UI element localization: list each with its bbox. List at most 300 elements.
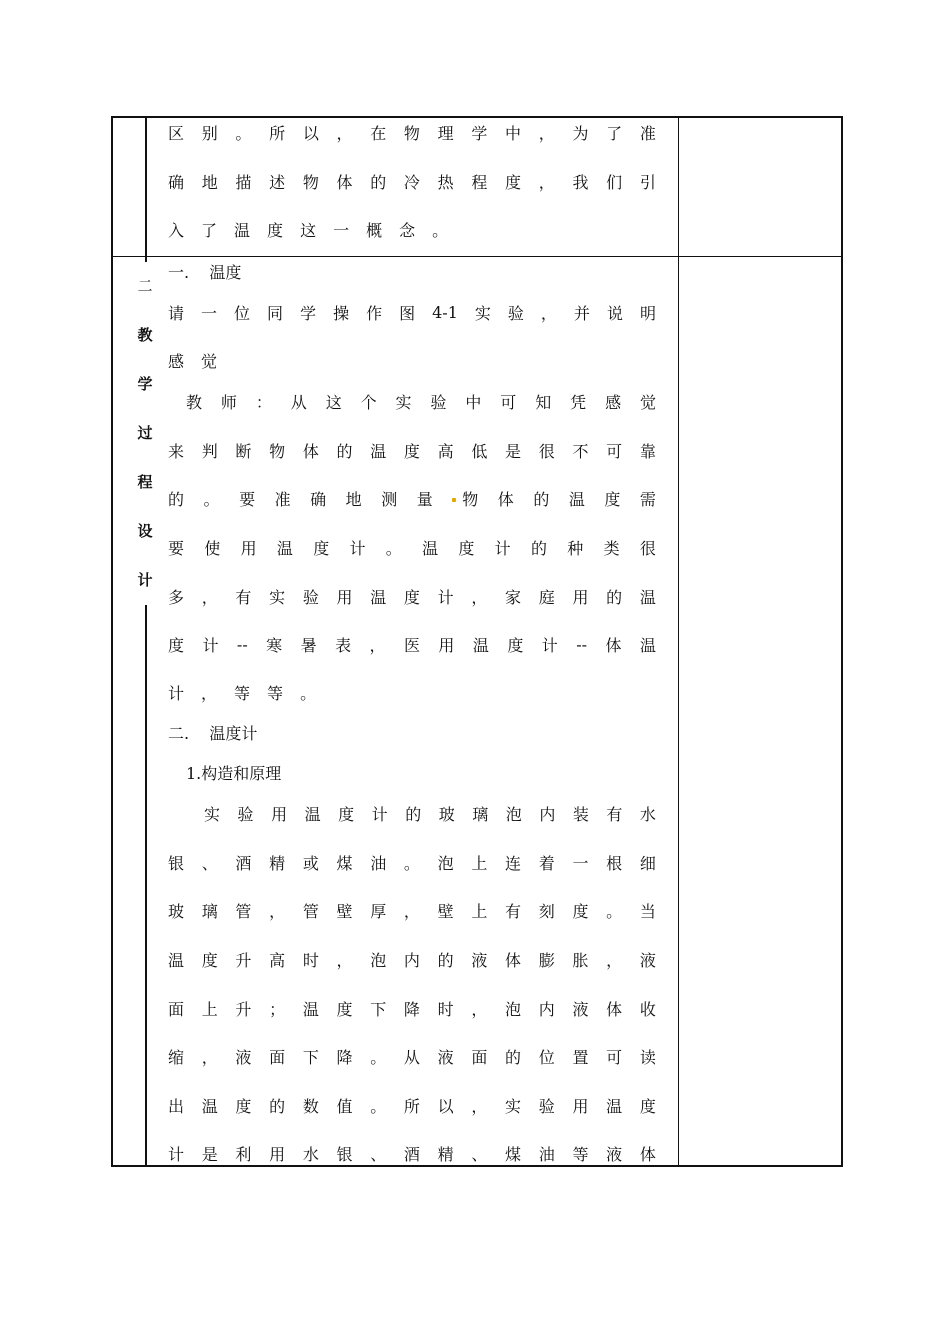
text-glyph: 体: [497, 489, 514, 509]
text-glyph: 。: [370, 1096, 387, 1116]
text-glyph: 感: [168, 351, 185, 371]
text-glyph: 断: [235, 441, 252, 461]
text-glyph: 准: [274, 489, 291, 509]
text-glyph: 上: [471, 901, 488, 921]
text-glyph: 是: [505, 441, 522, 461]
text-glyph: 度: [639, 1096, 656, 1116]
text-glyph: 、: [370, 1144, 387, 1164]
text-glyph: 煤: [336, 853, 353, 873]
text-glyph: 度: [338, 804, 355, 824]
text-glyph: 实: [474, 303, 491, 323]
text-glyph: 医: [403, 635, 420, 655]
text-glyph: 温: [302, 999, 319, 1019]
text-glyph: 位: [538, 1047, 555, 1067]
text-glyph: 验: [430, 392, 447, 412]
text-glyph: 计: [202, 635, 219, 655]
text-glyph: 值: [336, 1096, 353, 1116]
text-glyph: 上: [201, 999, 218, 1019]
text-glyph: 知: [535, 392, 552, 412]
text-glyph: ，: [471, 587, 488, 607]
text-glyph: 时: [302, 950, 319, 970]
text-glyph: 温: [639, 587, 656, 607]
text-glyph: 概: [366, 220, 383, 240]
text-glyph: 下: [302, 1047, 319, 1067]
text-glyph: 升: [235, 999, 252, 1019]
text-glyph: 膨: [538, 950, 555, 970]
text-glyph: ，: [540, 303, 557, 323]
text-glyph: 要: [168, 538, 185, 558]
text-glyph: 别: [201, 123, 218, 143]
text-glyph: 面: [471, 1047, 488, 1067]
text-glyph: 体: [505, 950, 522, 970]
text-glyph: 从: [403, 1047, 420, 1067]
text-glyph: 来: [168, 441, 185, 461]
section-title-char: 计: [134, 556, 156, 605]
text-glyph: 。: [385, 538, 402, 558]
text-glyph: 使: [204, 538, 221, 558]
text-glyph: 精: [269, 853, 286, 873]
text-line: [168, 300, 656, 324]
text-glyph: 实: [204, 804, 221, 824]
text-glyph: 厚: [370, 901, 387, 921]
text-glyph: 刻: [538, 901, 555, 921]
text-glyph: 很: [639, 538, 656, 558]
text-glyph: 确: [168, 172, 185, 192]
text-glyph: 泡: [437, 853, 454, 873]
text-glyph: 冷: [403, 172, 420, 192]
text-glyph: 面: [168, 999, 185, 1019]
text-glyph: 这: [300, 220, 317, 240]
text-glyph: 液: [572, 999, 589, 1019]
text-glyph: 用: [438, 635, 455, 655]
text-glyph: ，: [201, 587, 218, 607]
text-glyph: 。: [203, 489, 220, 509]
text-glyph: 很: [538, 441, 555, 461]
table-border-left: [111, 116, 113, 1167]
text-glyph: 。: [606, 901, 623, 921]
text-glyph: 靠: [639, 441, 656, 461]
text-glyph: 泡: [505, 999, 522, 1019]
text-glyph: 用: [271, 804, 288, 824]
text-glyph: 液: [639, 950, 656, 970]
text-glyph: 升: [235, 950, 252, 970]
text-glyph: 操: [333, 303, 350, 323]
text-glyph: 实: [505, 1096, 522, 1116]
text-glyph: 体: [605, 635, 622, 655]
text-glyph: 体: [639, 1144, 656, 1164]
text-glyph: 酒: [235, 853, 252, 873]
text-glyph: 类: [603, 538, 620, 558]
text-glyph: 用: [240, 538, 257, 558]
text-glyph: 需: [639, 489, 656, 509]
text-glyph: ，: [336, 950, 353, 970]
text-glyph: 内: [539, 804, 556, 824]
text-glyph: 度: [507, 635, 524, 655]
text-glyph: 体: [302, 441, 319, 461]
text-line: [168, 169, 656, 193]
text-glyph: 的: [269, 1096, 286, 1116]
text-glyph: 了: [606, 123, 623, 143]
text-glyph: 物: [403, 123, 420, 143]
text-line: [168, 1093, 656, 1117]
text-glyph: 用: [336, 587, 353, 607]
text-glyph: 计: [494, 538, 511, 558]
text-glyph: 从: [290, 392, 307, 412]
text-glyph: 在: [370, 123, 387, 143]
text-glyph: 验: [302, 587, 319, 607]
text-glyph: 液: [235, 1047, 252, 1067]
text-glyph: ，: [606, 950, 623, 970]
text-line: [168, 389, 656, 413]
text-glyph: 置: [572, 1047, 589, 1067]
text-glyph: 温: [639, 635, 656, 655]
text-glyph: 一: [333, 220, 350, 240]
text-glyph: 位: [234, 303, 251, 323]
text-glyph: 油: [538, 1144, 555, 1164]
text-glyph: 要: [239, 489, 256, 509]
text-glyph: ，: [201, 683, 218, 703]
text-glyph: 银: [168, 853, 185, 873]
text-glyph: 细: [639, 853, 656, 873]
text-glyph: 壁: [336, 901, 353, 921]
text-glyph: 所: [403, 1096, 420, 1116]
text-glyph: 计: [168, 683, 185, 703]
text-glyph: 。: [403, 853, 420, 873]
text-glyph: 为: [572, 123, 589, 143]
text-glyph: ，: [471, 1096, 488, 1116]
text-glyph: 多: [168, 587, 185, 607]
text-glyph: 可: [500, 392, 517, 412]
text-glyph: 度: [201, 950, 218, 970]
text-glyph: 管: [235, 901, 252, 921]
text-glyph: 壁: [437, 901, 454, 921]
text-glyph: 一: [201, 303, 218, 323]
text-line: [168, 850, 656, 874]
text-glyph: 计: [437, 587, 454, 607]
text-line: [168, 996, 656, 1020]
text-glyph: 同: [267, 303, 284, 323]
text-glyph: 等: [267, 683, 284, 703]
text-glyph: 明: [639, 303, 656, 323]
text-glyph: 根: [606, 853, 623, 873]
text-glyph: 连: [505, 853, 522, 873]
text-glyph: 的: [437, 950, 454, 970]
text-glyph: 精: [437, 1144, 454, 1164]
text-glyph: 可: [606, 441, 623, 461]
text-glyph: 度: [572, 901, 589, 921]
text-line: [168, 120, 656, 144]
text-glyph: 热: [437, 172, 454, 192]
text-glyph: 以: [437, 1096, 454, 1116]
text-glyph: 物: [269, 441, 286, 461]
text-glyph: 璃: [201, 901, 218, 921]
text-glyph: 确: [310, 489, 327, 509]
text-glyph: 度: [604, 489, 621, 509]
text-glyph: 用: [572, 1096, 589, 1116]
section-title-char: 教: [134, 311, 156, 360]
text-glyph: 体: [606, 999, 623, 1019]
text-glyph: 们: [606, 172, 623, 192]
text-glyph: 可: [606, 1047, 623, 1067]
text-glyph: 计: [541, 635, 558, 655]
text-glyph: 个: [360, 392, 377, 412]
text-glyph: 。: [300, 683, 317, 703]
text-glyph: 念: [399, 220, 416, 240]
text-glyph: 区: [168, 123, 185, 143]
text-glyph: 准: [639, 123, 656, 143]
text-glyph: 度: [313, 538, 330, 558]
text-glyph: 、: [201, 853, 218, 873]
text-line: [168, 217, 656, 241]
text-glyph: 验: [237, 804, 254, 824]
text-glyph: 了: [201, 220, 218, 240]
text-glyph: ，: [471, 999, 488, 1019]
text-glyph: 缩: [168, 1047, 185, 1067]
text-glyph: 并: [573, 303, 590, 323]
text-glyph: 降: [403, 999, 420, 1019]
section-title-char: 过: [134, 409, 156, 458]
text-glyph: 度: [403, 587, 420, 607]
table-row-divider: [111, 256, 843, 257]
text-glyph: 玻: [168, 901, 185, 921]
text-glyph: 等: [572, 1144, 589, 1164]
text-glyph: ，: [403, 901, 420, 921]
section-title-char: 二: [134, 262, 156, 311]
text-glyph: 管: [302, 901, 319, 921]
text-line: [168, 486, 656, 510]
text-glyph: 是: [201, 1144, 218, 1164]
heading-structure-principle: 1.构造和原理: [186, 764, 282, 783]
text-glyph: 等: [234, 683, 251, 703]
text-glyph: 数: [302, 1096, 319, 1116]
text-glyph: ，: [269, 901, 286, 921]
heading-thermometer: 二. 温度计: [168, 724, 258, 743]
text-glyph: 液: [606, 1144, 623, 1164]
text-glyph: 学: [471, 123, 488, 143]
text-glyph: 寒: [266, 635, 283, 655]
text-glyph: 。: [432, 220, 449, 240]
text-glyph: 液: [471, 950, 488, 970]
text-glyph: 用: [572, 587, 589, 607]
text-glyph: 计: [349, 538, 366, 558]
section-title-char: 学: [134, 360, 156, 409]
text-glyph: 读: [639, 1047, 656, 1067]
text-line: [168, 680, 656, 704]
text-line: [168, 632, 656, 656]
text-line: [168, 584, 656, 608]
text-glyph: 胀: [572, 950, 589, 970]
text-glyph: 温: [304, 804, 321, 824]
text-line: [168, 1141, 656, 1165]
text-glyph: --: [236, 634, 248, 654]
text-glyph: 内: [403, 950, 420, 970]
text-line: [168, 438, 656, 462]
text-glyph: 煤: [505, 1144, 522, 1164]
text-glyph: 的: [530, 538, 547, 558]
text-glyph: 的: [405, 804, 422, 824]
text-glyph: ，: [336, 123, 353, 143]
section-title-char: 设: [134, 507, 156, 556]
text-glyph: 教: [186, 392, 203, 412]
text-line: [168, 348, 656, 372]
text-glyph: 表: [335, 635, 352, 655]
text-glyph: 。: [235, 123, 252, 143]
text-glyph: 面: [269, 1047, 286, 1067]
text-glyph: 以: [302, 123, 319, 143]
text-glyph: 高: [269, 950, 286, 970]
text-glyph: 图: [399, 303, 416, 323]
text-glyph: ：: [255, 392, 272, 412]
text-glyph: 时: [437, 999, 454, 1019]
text-glyph: 泡: [505, 804, 522, 824]
text-glyph: 出: [168, 1096, 185, 1116]
text-glyph: ；: [269, 999, 286, 1019]
text-glyph: 描: [235, 172, 252, 192]
text-glyph: 地: [201, 172, 218, 192]
text-glyph: 当: [639, 901, 656, 921]
text-glyph: 用: [269, 1144, 286, 1164]
text-glyph: 实: [395, 392, 412, 412]
text-glyph: 物: [452, 487, 478, 510]
text-glyph: 度: [458, 538, 475, 558]
text-glyph: 上: [471, 853, 488, 873]
text-glyph: 庭: [538, 587, 555, 607]
text-glyph: 、: [471, 1144, 488, 1164]
text-glyph: --: [576, 634, 588, 654]
text-glyph: 温: [568, 489, 585, 509]
text-glyph: 请: [168, 303, 185, 323]
text-glyph: 我: [572, 172, 589, 192]
text-glyph: 种: [567, 538, 584, 558]
text-glyph: 物: [302, 172, 319, 192]
text-glyph: 。: [370, 1047, 387, 1067]
text-glyph: 温: [168, 950, 185, 970]
text-glyph: 收: [639, 999, 656, 1019]
text-glyph: 着: [538, 853, 555, 873]
section-title-char: 程: [134, 458, 156, 507]
text-glyph: 中: [505, 123, 522, 143]
text-glyph: 量: [416, 489, 433, 509]
text-glyph: 引: [639, 172, 656, 192]
text-glyph: 水: [639, 804, 656, 824]
text-glyph: 地: [345, 489, 362, 509]
text-glyph: 有: [606, 804, 623, 824]
text-glyph: ，: [538, 172, 555, 192]
text-glyph: 温: [606, 1096, 623, 1116]
text-glyph: 银: [336, 1144, 353, 1164]
text-glyph: 感: [605, 392, 622, 412]
text-glyph: 玻: [438, 804, 455, 824]
text-glyph: 体: [336, 172, 353, 192]
text-glyph: 液: [437, 1047, 454, 1067]
text-glyph: 有: [235, 587, 252, 607]
text-glyph: 温: [234, 220, 251, 240]
text-glyph: 酒: [403, 1144, 420, 1164]
text-glyph: 一: [572, 853, 589, 873]
text-line: [168, 898, 656, 922]
text-glyph: 度: [168, 635, 185, 655]
text-glyph: 低: [471, 441, 488, 461]
text-glyph: 入: [168, 220, 185, 240]
text-glyph: 判: [201, 441, 218, 461]
text-glyph: 度: [235, 1096, 252, 1116]
text-glyph: 温: [472, 635, 489, 655]
text-glyph: 度: [403, 441, 420, 461]
text-line: [168, 1044, 656, 1068]
text-glyph: 暑: [300, 635, 317, 655]
text-glyph: ，: [538, 123, 555, 143]
text-glyph: 实: [269, 587, 286, 607]
text-glyph: 温: [276, 538, 293, 558]
text-glyph: 师: [220, 392, 237, 412]
text-glyph: 觉: [201, 351, 218, 371]
text-glyph: 程: [471, 172, 488, 192]
text-glyph: 温: [370, 441, 387, 461]
text-glyph: 验: [538, 1096, 555, 1116]
revision-mark-icon: [452, 498, 456, 502]
text-glyph: 水: [302, 1144, 319, 1164]
text-glyph: 下: [370, 999, 387, 1019]
text-glyph: ，: [369, 635, 386, 655]
text-glyph: 的: [336, 441, 353, 461]
text-glyph: 的: [606, 587, 623, 607]
text-glyph: 计: [371, 804, 388, 824]
text-glyph: 不: [572, 441, 589, 461]
section-title-vertical: [134, 262, 156, 605]
text-glyph: 学: [300, 303, 317, 323]
text-glyph: 泡: [370, 950, 387, 970]
text-glyph: 4-1: [432, 302, 458, 322]
text-glyph: 作: [366, 303, 383, 323]
text-glyph: 降: [336, 1047, 353, 1067]
heading-temperature: 一. 温度: [168, 263, 242, 282]
text-glyph: 的: [505, 1047, 522, 1067]
text-glyph: 觉: [639, 392, 656, 412]
text-glyph: 油: [370, 853, 387, 873]
text-glyph: 验: [507, 303, 524, 323]
text-glyph: 述: [269, 172, 286, 192]
text-glyph: ，: [201, 1047, 218, 1067]
text-glyph: 的: [168, 489, 185, 509]
text-glyph: 度: [505, 172, 522, 192]
text-glyph: 或: [302, 853, 319, 873]
text-glyph: 装: [572, 804, 589, 824]
text-glyph: 温: [201, 1096, 218, 1116]
text-glyph: 内: [538, 999, 555, 1019]
text-glyph: 理: [437, 123, 454, 143]
text-glyph: 度: [336, 999, 353, 1019]
text-glyph: 凭: [570, 392, 587, 412]
text-glyph: 说: [606, 303, 623, 323]
table-column-divider-notes: [678, 116, 679, 1167]
text-line: [168, 947, 656, 971]
text-glyph: 家: [505, 587, 522, 607]
text-line: [168, 535, 656, 559]
text-glyph: 璃: [472, 804, 489, 824]
text-glyph: 所: [269, 123, 286, 143]
text-glyph: 温: [370, 587, 387, 607]
text-glyph: 这: [325, 392, 342, 412]
text-glyph: 中: [465, 392, 482, 412]
text-glyph: 度: [267, 220, 284, 240]
text-glyph: 有: [505, 901, 522, 921]
text-glyph: 计: [168, 1144, 185, 1164]
text-glyph: 利: [235, 1144, 252, 1164]
text-glyph: 测: [381, 489, 398, 509]
text-glyph: 高: [437, 441, 454, 461]
text-glyph: 温: [422, 538, 439, 558]
text-glyph: 的: [533, 489, 550, 509]
